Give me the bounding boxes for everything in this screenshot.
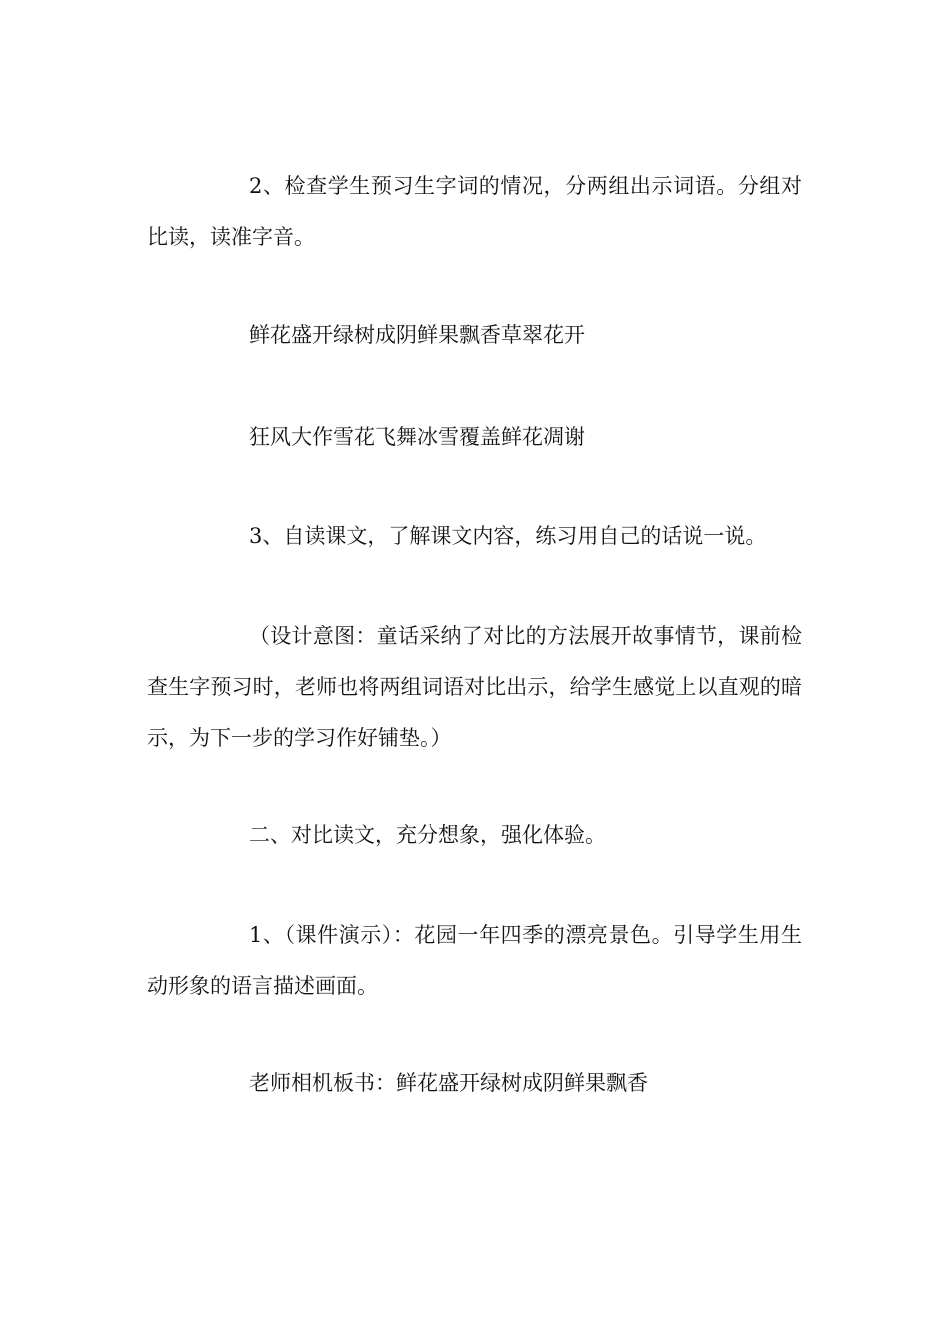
paragraph-self-reading: 3、自读课文，了解课文内容，练习用自己的话说一说。	[249, 524, 767, 548]
paragraph-word-group-1: 鲜花盛开绿树成阴鲜果飘香草翠花开	[249, 323, 585, 347]
paragraph-blackboard-writing: 老师相机板书：鲜花盛开绿树成阴鲜果飘香	[249, 1071, 648, 1095]
section-heading-contrast-reading: 二、对比读文，充分想象，强化体验。	[249, 823, 606, 847]
paragraph-design-intent: （设计意图：童话采纳了对比的方法展开故事情节，课前检查生字预习时，老师也将两组词语对比出示，给学生感觉上以直观的暗示，为下一步的学习作好铺垫。）	[147, 624, 802, 750]
paragraph-check-preview: 2、检查学生预习生字词的情况，分两组出示词语。分组对比读，读准字音。	[147, 174, 802, 249]
paragraph-courseware-demo: 1、（课件演示）：花园一年四季的漂亮景色。引导学生用生动形象的语言描述画面。	[147, 923, 802, 998]
paragraph-word-group-2: 狂风大作雪花飞舞冰雪覆盖鲜花凋谢	[249, 425, 585, 449]
